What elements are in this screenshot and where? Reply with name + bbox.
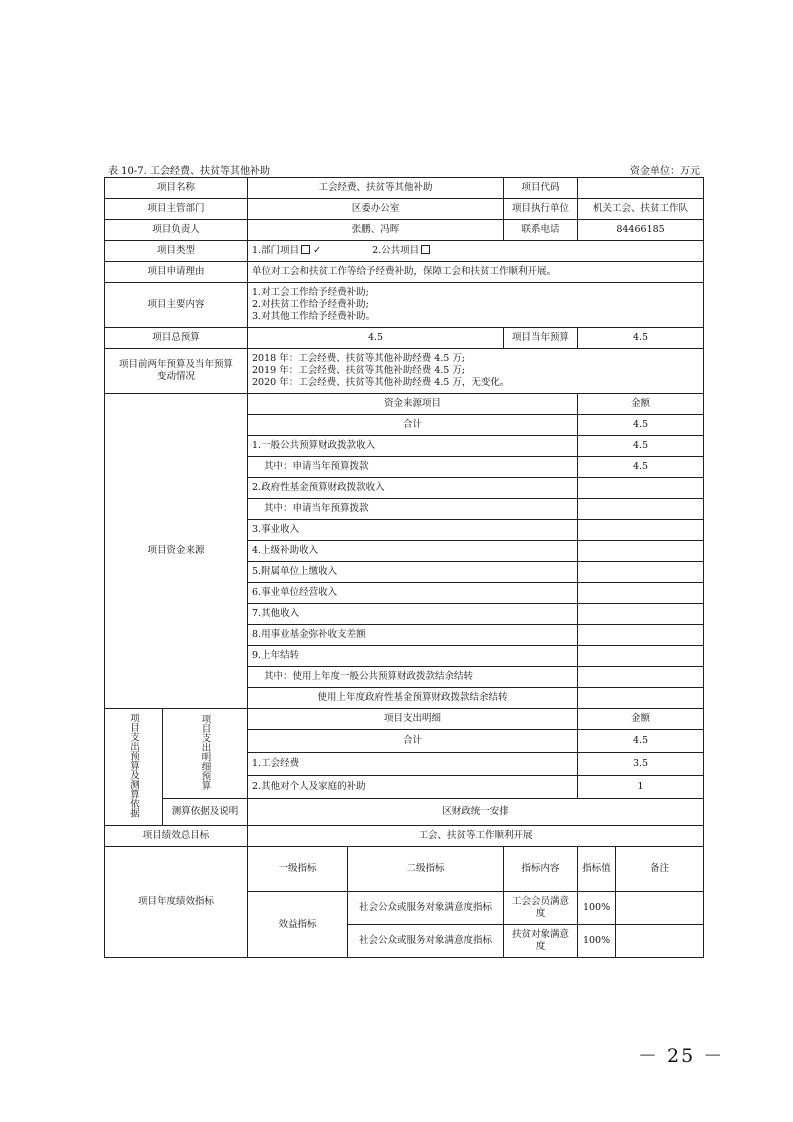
funding-amount [578,583,704,604]
checkmark-icon: ✓ [313,245,322,256]
funding-head-item: 资金来源项目 [248,394,578,415]
reason-value: 单位对工会和扶贫工作等给予经费补助，保障工会和扶贫工作顺利开展。 [248,262,704,283]
expense-inner-label-text: 项目支出明细预算 [199,713,211,790]
change-line: 2020 年：工会经费、扶贫等其他补助经费 4.5 万，无变化。 [252,377,510,388]
name-label: 项目名称 [105,178,248,199]
funding-row: 使用上年度政府性基金预算财政拨款结余结转 [248,688,578,709]
funding-amount [578,562,704,583]
funding-row: 7.其他收入 [248,604,578,625]
indicator-value: 100% [578,892,616,925]
expense-row: 1.工会经费 [248,753,578,776]
change-label [105,349,248,394]
dept-label: 项目主管部门 [105,199,248,220]
change-label-line: 项目前两年预算及当年预算 [119,359,234,370]
header-level2: 二级指标 [348,847,504,892]
funding-row: 2.政府性基金预算财政拨款收入 [248,478,578,499]
funding-amount [578,478,704,499]
expense-amount: 3.5 [578,753,704,776]
change-line: 2018 年：工会经费、扶贫等其他补助经费 4.5 万; [252,353,466,364]
change-label-line: 变动情况 [157,371,196,382]
checkbox-icon [301,245,310,254]
table-caption: 表 10-7. 工会经费、扶贫等其他补助 [108,166,271,177]
header-level1: 一级指标 [248,847,348,892]
indicator-note [616,892,704,925]
expense-row-total: 合计 [248,730,578,753]
funding-amount [578,667,704,688]
goal-value: 工会、扶贫等工作顺利开展 [248,826,704,847]
expense-head-item: 项目支出明细 [248,709,578,730]
code-value [578,178,704,199]
funding-amount [578,541,704,562]
code-label: 项目代码 [504,178,578,199]
exec-label: 项目执行单位 [504,199,578,220]
expense-inner-label [163,709,248,799]
expense-outer-label [105,709,163,826]
funding-row: 其中：申请当年预算拨款 [248,457,578,478]
basis-value: 区财政统一安排 [248,799,704,826]
page-number: － 25 － [638,1045,725,1067]
content-line: 2.对扶贫工作给予经费补助; [252,299,369,310]
level1-benefit: 效益指标 [248,892,348,958]
change-value [248,349,704,394]
lead-value: 张鹏、冯晖 [248,220,504,241]
funding-row: 8.用事业基金弥补收支差额 [248,625,578,646]
funding-row: 其中：使用上年度一般公共预算财政拨款结余结转 [248,667,578,688]
funding-row: 1.一般公共预算财政拨款收入 [248,436,578,457]
year-label: 项目当年预算 [504,328,578,349]
indicator-content: 扶贫对象满意度 [504,925,578,958]
expense-head-amount: 金额 [578,709,704,730]
funding-head-amount: 金额 [578,394,704,415]
funding-row: 6.事业单位经营收入 [248,583,578,604]
type-option-public: 2.公共项目 [372,245,420,256]
total-label: 项目总预算 [105,328,248,349]
indicator-level2: 社会公众或服务对象满意度指标 [348,925,504,958]
phone-label: 联系电话 [504,220,578,241]
type-label: 项目类型 [105,241,248,262]
expense-outer-label-text: 项目支出预算及测算依据 [128,712,139,818]
name-value: 工会经费、扶贫等其他补助 [248,178,504,199]
funding-amount: 4.5 [578,415,704,436]
header-content: 指标内容 [504,847,578,892]
lead-label: 项目负责人 [105,220,248,241]
type-options [248,241,704,262]
funding-amount [578,646,704,667]
exec-value: 机关工会、扶贫工作队 [578,199,704,220]
funding-row: 9.上年结转 [248,646,578,667]
funding-row: 其中：申请当年预算拨款 [248,499,578,520]
content-line: 3.对其他工作给予经费补助。 [252,311,376,322]
indicator-content: 工会会员满意度 [504,892,578,925]
content-value [248,283,704,328]
annual-label: 项目年度绩效指标 [105,847,248,958]
funding-row: 4.上级补助收入 [248,541,578,562]
indicator-note [616,925,704,958]
total-value: 4.5 [248,328,504,349]
type-option-dept: 1.部门项目 [252,245,300,256]
indicator-value: 100% [578,925,616,958]
expense-amount: 4.5 [578,730,704,753]
reason-label: 项目申请理由 [105,262,248,283]
checkbox-icon [421,245,430,254]
year-value: 4.5 [578,328,704,349]
funding-amount: 4.5 [578,436,704,457]
header-note: 备注 [616,847,704,892]
header-value: 指标值 [578,847,616,892]
funding-amount [578,499,704,520]
project-budget-table [104,177,704,958]
funding-amount: 4.5 [578,457,704,478]
basis-label: 测算依据及说明 [163,799,248,826]
expense-row: 2.其他对个人及家庭的补助 [248,776,578,799]
indicator-level2: 社会公众或服务对象满意度指标 [348,892,504,925]
funding-amount [578,688,704,709]
unit-label: 资金单位：万元 [630,166,700,177]
content-label: 项目主要内容 [105,283,248,328]
phone-value: 84466185 [578,220,704,241]
funding-row: 5.附属单位上缴收入 [248,562,578,583]
funding-amount [578,604,704,625]
goal-label: 项目绩效总目标 [105,826,248,847]
funding-row: 3.事业收入 [248,520,578,541]
funding-row-total: 合计 [248,415,578,436]
funding-label: 项目资金来源 [105,394,248,709]
expense-amount: 1 [578,776,704,799]
dept-value: 区委办公室 [248,199,504,220]
funding-amount [578,625,704,646]
change-line: 2019 年：工会经费、扶贫等其他补助经费 4.5 万; [252,365,466,376]
funding-amount [578,520,704,541]
content-line: 1.对工会工作给予经费补助; [252,287,369,298]
